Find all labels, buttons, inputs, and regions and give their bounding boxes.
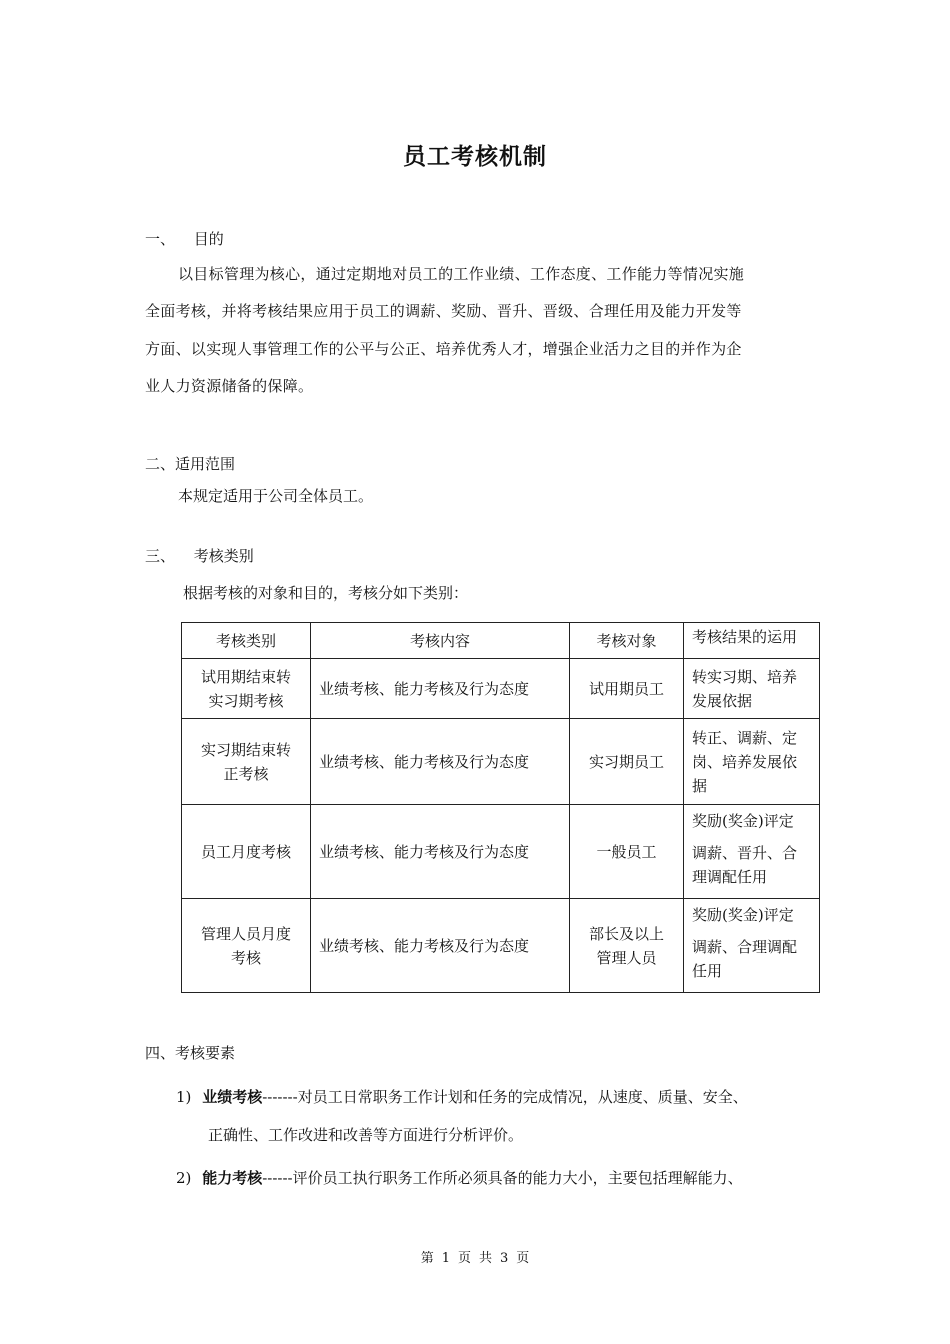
- table-cell-content: 业绩考核、能力考核及行为态度: [311, 899, 570, 993]
- table-cell-category: 实习期结束转 正考核: [182, 719, 311, 805]
- list-term: 能力考核: [202, 1169, 263, 1187]
- paragraph-line: 业人力资源储备的保障。: [145, 377, 314, 395]
- table-cell-result: 转实习期、培养 发展依据: [684, 659, 820, 719]
- table-cell-category: 管理人员月度 考核: [182, 899, 311, 993]
- table-cell-content: 业绩考核、能力考核及行为态度: [311, 659, 570, 719]
- table-cell-result: 奖励(奖金)评定 调薪、合理调配 任用: [684, 899, 820, 993]
- table-row: [182, 719, 820, 805]
- paragraph-line: 全面考核，并将考核结果应用于员工的调薪、奖励、晋升、晋级、合理任用及能力开发等: [145, 302, 742, 320]
- section-number: 三、: [145, 547, 176, 565]
- paragraph-line: 方面、以实现人事管理工作的公平与公正、培养优秀人才，增强企业活力之目的并作为企: [145, 340, 742, 358]
- total-pages: 3: [500, 1251, 509, 1266]
- scope-text: 本规定适用于公司全体员工。: [178, 487, 374, 505]
- list-text: 评价员工执行职务工作所必须具备的能力大小，主要包括理解能力、: [292, 1169, 743, 1187]
- table-cell-category: 试用期结束转 实习期考核: [182, 659, 311, 719]
- table-cell-target: 试用期员工: [570, 659, 684, 719]
- table-cell-category: 员工月度考核: [182, 805, 311, 899]
- section-elements-heading: 四、考核要素: [145, 1044, 236, 1062]
- section-categories-heading: [145, 545, 254, 566]
- categories-intro: 根据考核的对象和目的，考核分如下类别：: [183, 584, 469, 602]
- list-term: 业绩考核: [202, 1088, 263, 1106]
- document-title: 员工考核机制: [403, 143, 547, 170]
- page-footer: 第 1 页 共 3 页: [420, 1251, 530, 1266]
- page-number: 1: [441, 1251, 450, 1266]
- section-scope-heading: 二、适用范围: [145, 455, 236, 473]
- list-item: [176, 1086, 748, 1107]
- table-cell-content: 业绩考核、能力考核及行为态度: [311, 805, 570, 899]
- table-header: 考核对象: [570, 623, 684, 659]
- section-title: 考核类别: [193, 547, 254, 565]
- table-cell-result: 转正、调薪、定 岗、培养发展依 据: [684, 719, 820, 805]
- table-header-row: [182, 623, 820, 659]
- table-cell-target: 实习期员工: [570, 719, 684, 805]
- table-cell-target: 部长及以上 管理人员: [570, 899, 684, 993]
- list-text: 对员工日常职务工作计划和任务的完成情况，从速度、质量、安全、: [297, 1088, 748, 1106]
- section-purpose-heading: [145, 228, 224, 249]
- table-cell-target: 一般员工: [570, 805, 684, 899]
- paragraph-line: 以目标管理为核心，通过定期地对员工的工作业绩、工作态度、工作能力等情况实施: [178, 265, 745, 283]
- list-dashes: -------: [262, 1088, 298, 1106]
- section-number: 一、: [145, 230, 176, 248]
- table-header: 考核内容: [311, 623, 570, 659]
- table-row: [182, 899, 820, 993]
- table-header: 考核类别: [182, 623, 311, 659]
- section-title: 目的: [193, 230, 224, 248]
- list-item-continuation: 正确性、工作改进和改善等方面进行分析评价。: [208, 1126, 524, 1144]
- list-number: 1): [176, 1088, 192, 1106]
- table-cell-content: 业绩考核、能力考核及行为态度: [311, 719, 570, 805]
- list-number: 2): [176, 1169, 192, 1187]
- table-header: 考核结果的运用: [684, 623, 820, 659]
- table-cell-result: 奖励(奖金)评定 调薪、晋升、合 理调配任用: [684, 805, 820, 899]
- table-row: [182, 805, 820, 899]
- list-item: [176, 1167, 743, 1188]
- assessment-table: [181, 622, 820, 993]
- table-row: [182, 659, 820, 719]
- list-dashes: ------: [262, 1169, 293, 1187]
